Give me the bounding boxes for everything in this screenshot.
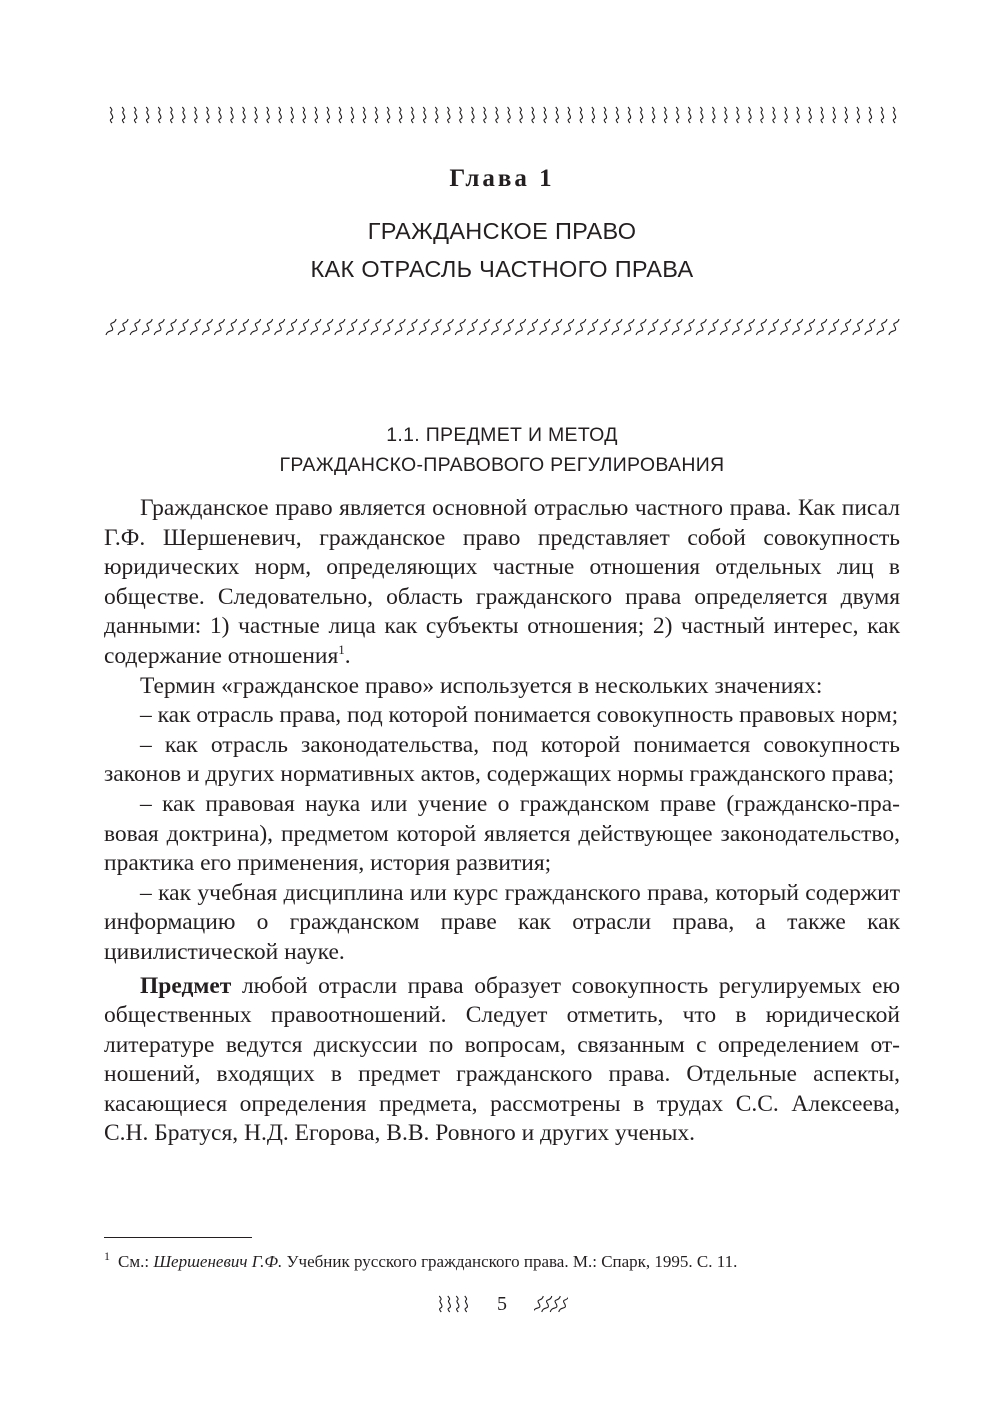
ornament-loop — [559, 1296, 568, 1312]
ornament-loop — [339, 107, 342, 123]
ornament-loop — [202, 319, 212, 335]
ornament-loop — [411, 107, 414, 123]
ornament-loop — [267, 107, 270, 123]
ornament-loop — [218, 107, 221, 123]
ornament-loop — [660, 319, 670, 335]
ornament-loop — [508, 107, 511, 123]
ornament-loop — [443, 319, 453, 335]
ornament-loop — [724, 107, 727, 123]
ornament-loop — [275, 319, 285, 335]
chapter-title-line-2: КАК ОТРАСЛЬ ЧАСТНОГО ПРАВА — [310, 256, 694, 282]
top-ornament — [105, 100, 900, 130]
ornament-loop — [700, 107, 703, 123]
ornament-loop — [423, 107, 426, 123]
ornament-loop — [552, 319, 562, 335]
ornament-loop — [550, 1296, 560, 1312]
ornament-loop — [178, 319, 188, 335]
ornament-loop — [664, 107, 667, 123]
ornament-loop — [893, 107, 896, 123]
ornament-loop — [190, 319, 200, 335]
ornament-loop — [170, 107, 173, 123]
ornament-loop — [158, 107, 161, 123]
ornament-loop — [773, 107, 776, 123]
ornament-loop — [214, 319, 224, 335]
body-text — [104, 494, 900, 1149]
ornament-loop — [805, 319, 815, 335]
ornament-loop — [335, 319, 345, 335]
ornament-loop — [676, 107, 679, 123]
ornament-loop — [793, 319, 803, 335]
ornament-loop — [239, 319, 249, 335]
ornament-loop — [166, 319, 176, 335]
ornament-loop — [226, 319, 236, 335]
ornament-loop — [756, 319, 766, 335]
ornament-loop — [255, 107, 258, 123]
ornament-loop — [371, 319, 381, 335]
ornament-loop — [568, 107, 571, 123]
ornament-loop — [785, 107, 788, 123]
ornament-loop — [194, 107, 197, 123]
ornament-loop — [760, 107, 763, 123]
ornament-loop — [407, 319, 417, 335]
ornament-loop — [564, 319, 574, 335]
ornament-loop — [495, 107, 498, 123]
ornament-loop — [720, 319, 730, 335]
bold-term: Предмет — [140, 972, 232, 999]
ornament-loop — [712, 107, 715, 123]
ornament-loop — [206, 107, 209, 123]
ornament-loop — [311, 319, 321, 335]
ornament-loop — [580, 107, 583, 123]
list-item: – как учебная дисциплина или курс гражданского права, который содержит информацию о гражданском праве как отрасли права, а также как цивилистической науке. — [104, 879, 900, 965]
ornament-loop — [636, 319, 646, 335]
ornament-loop — [230, 107, 233, 123]
ornament-loop — [467, 319, 477, 335]
ornament-loop — [471, 107, 474, 123]
paragraph: Термин «гражданское право» используется в нескольких значениях: — [140, 672, 823, 699]
scroll-ornament-icon — [436, 1293, 470, 1315]
ornament-loop — [604, 107, 607, 123]
footnote-author: Шершеневич Г.Ф. — [153, 1252, 283, 1271]
ornament-loop — [532, 107, 535, 123]
ornament-loop — [588, 319, 598, 335]
ornament-loop — [616, 107, 619, 123]
ornament-loop — [456, 1296, 459, 1312]
ornament-loop — [889, 319, 899, 335]
ornament-loop — [435, 107, 438, 123]
ornament-loop — [182, 107, 185, 123]
ornament-loop — [447, 107, 450, 123]
chapter-label: Глава 1 — [449, 165, 555, 192]
scroll-ornament-icon — [105, 312, 900, 342]
footnote-divider — [104, 1237, 252, 1238]
footnote-mark: 1 — [104, 1249, 110, 1264]
ornament-loop — [652, 107, 655, 123]
list-item: – как отрасль права, под которой понимается совокупность правовых норм; — [140, 702, 899, 729]
ornament-loop — [491, 319, 501, 335]
ornament-loop — [483, 107, 486, 123]
ornament-loop — [439, 1296, 442, 1312]
ornament-loop — [251, 319, 261, 335]
ornament-loop — [534, 1296, 543, 1312]
ornament-loop — [576, 319, 586, 335]
ornament-loop — [640, 107, 643, 123]
ornament-loop — [797, 107, 800, 123]
ornament-loop — [383, 319, 393, 335]
ornament-loop — [841, 319, 851, 335]
ornament-loop — [363, 107, 366, 123]
paragraph: Гражданское право является основной отраслью частного права. Как писал Г.Ф. Шершеневич, гражданское право представляет собой совокупность юридических норм, определяющих частные отношения отдельных лиц в обществе. Следовательно, область гражданского права определяется двумя данными: 1) частные лица как субъекты отношения; 2) частный интерес, как содержание отношения$^1$. — [104, 495, 900, 669]
page-number: 5 — [497, 1292, 507, 1315]
ornament-loop — [263, 319, 273, 335]
ornament-loop — [769, 319, 779, 335]
ornament-loop — [448, 1296, 451, 1312]
ornament-loop — [628, 107, 631, 123]
ornament-loop — [459, 107, 462, 123]
ornament-loop — [122, 107, 125, 123]
footnote-ref: 1 — [338, 642, 345, 658]
ornament-loop — [592, 107, 595, 123]
ornament-loop — [853, 319, 863, 335]
ornament-loop — [688, 107, 691, 123]
ornament-loop — [877, 319, 887, 335]
ornament-loop — [291, 107, 294, 123]
ornament-loop — [520, 107, 523, 123]
ornament-loop — [142, 319, 152, 335]
ornament-loop — [106, 319, 116, 335]
list-item: – как отрасль законодательства, под которой понимается совокупность законов и других нормативных актов, содержащих нормы гражданского права; — [104, 731, 900, 788]
scroll-ornament-icon — [534, 1293, 568, 1315]
ornament-loop — [118, 319, 128, 335]
ornament-loop — [387, 107, 390, 123]
section-title-line-2: ГРАЖДАНСКО-ПРАВОВОГО РЕГУЛИРОВАНИЯ — [279, 454, 725, 476]
ornament-loop — [146, 107, 149, 123]
ornament-loop — [327, 107, 330, 123]
ornament-loop — [315, 107, 318, 123]
page-footer — [0, 1292, 1004, 1322]
ornament-loop — [817, 319, 827, 335]
ornament-loop — [419, 319, 429, 335]
ornament-loop — [110, 107, 113, 123]
chapter-title — [0, 212, 1004, 288]
ornament-loop — [243, 107, 246, 123]
ornament-loop — [399, 107, 402, 123]
ornament-loop — [648, 319, 658, 335]
ornament-loop — [829, 319, 839, 335]
footnote: $^1$ См.: Шершеневич Г.Ф. Учебник русского гражданского права. М.: Спарк, 1995. С. 11. — [104, 1249, 738, 1271]
ornament-loop — [540, 319, 550, 335]
ornament-loop — [395, 319, 405, 335]
ornament-loop — [708, 319, 718, 335]
ornament-loop — [845, 107, 848, 123]
ornament-loop — [684, 319, 694, 335]
ornament-loop — [672, 319, 682, 335]
ornament-loop — [809, 107, 812, 123]
ornament-loop — [556, 107, 559, 123]
ornament-loop — [624, 319, 634, 335]
scroll-ornament-icon — [105, 100, 900, 130]
ornament-loop — [600, 319, 610, 335]
list-item: – как правовая наука или учение о гражданском праве (гражданско-правовая доктрина), предметом которой является действующее законодательство, практика его применения, история развития; — [104, 790, 900, 877]
ornament-loop — [465, 1296, 468, 1312]
ornament-loop — [516, 319, 526, 335]
ornament-loop — [504, 319, 514, 335]
ornament-loop — [732, 319, 742, 335]
ornament-loop — [479, 319, 489, 335]
ornament-loop — [696, 319, 706, 335]
ornament-loop — [299, 319, 309, 335]
ornament-loop — [351, 107, 354, 123]
bottom-ornament — [105, 312, 900, 342]
ornament-loop — [303, 107, 306, 123]
ornament-loop — [736, 107, 739, 123]
ornament-loop — [359, 319, 369, 335]
ornament-loop — [130, 319, 140, 335]
ornament-loop — [744, 319, 754, 335]
ornament-loop — [748, 107, 751, 123]
ornament-loop — [279, 107, 282, 123]
ornament-loop — [821, 107, 824, 123]
ornament-loop — [542, 1296, 552, 1312]
chapter-title-line-1: ГРАЖДАНСКОЕ ПРАВО — [367, 218, 637, 244]
ornament-loop — [544, 107, 547, 123]
ornament-loop — [869, 107, 872, 123]
ornament-loop — [881, 107, 884, 123]
ornament-loop — [857, 107, 860, 123]
ornament-loop — [865, 319, 875, 335]
ornament-loop — [287, 319, 297, 335]
section-title-line-1: 1.1. ПРЕДМЕТ И МЕТОД — [386, 424, 618, 446]
ornament-loop — [431, 319, 441, 335]
ornament-loop — [612, 319, 622, 335]
ornament-loop — [455, 319, 465, 335]
ornament-loop — [833, 107, 836, 123]
paragraph: Предмет любой отрасли права образует совокупность регулируемых ею общественных правоотношений. Следует отметить, что в юридической литературе ведутся дискуссии по вопросам, связанным с определением отношений, входящих в предмет гражданского права. Отдельные аспекты, касающиеся определения предмета, рассмотрены в трудах С.С. Алексеева, С.Н. Братуся, Н.Д. Егорова, В.В. Ровного и других ученых. — [104, 972, 900, 1147]
section-title — [0, 420, 1004, 480]
ornament-loop — [134, 107, 137, 123]
ornament-loop — [154, 319, 164, 335]
ornament-loop — [528, 319, 538, 335]
ornament-loop — [323, 319, 333, 335]
ornament-loop — [375, 107, 378, 123]
ornament-loop — [347, 319, 357, 335]
ornament-loop — [781, 319, 791, 335]
